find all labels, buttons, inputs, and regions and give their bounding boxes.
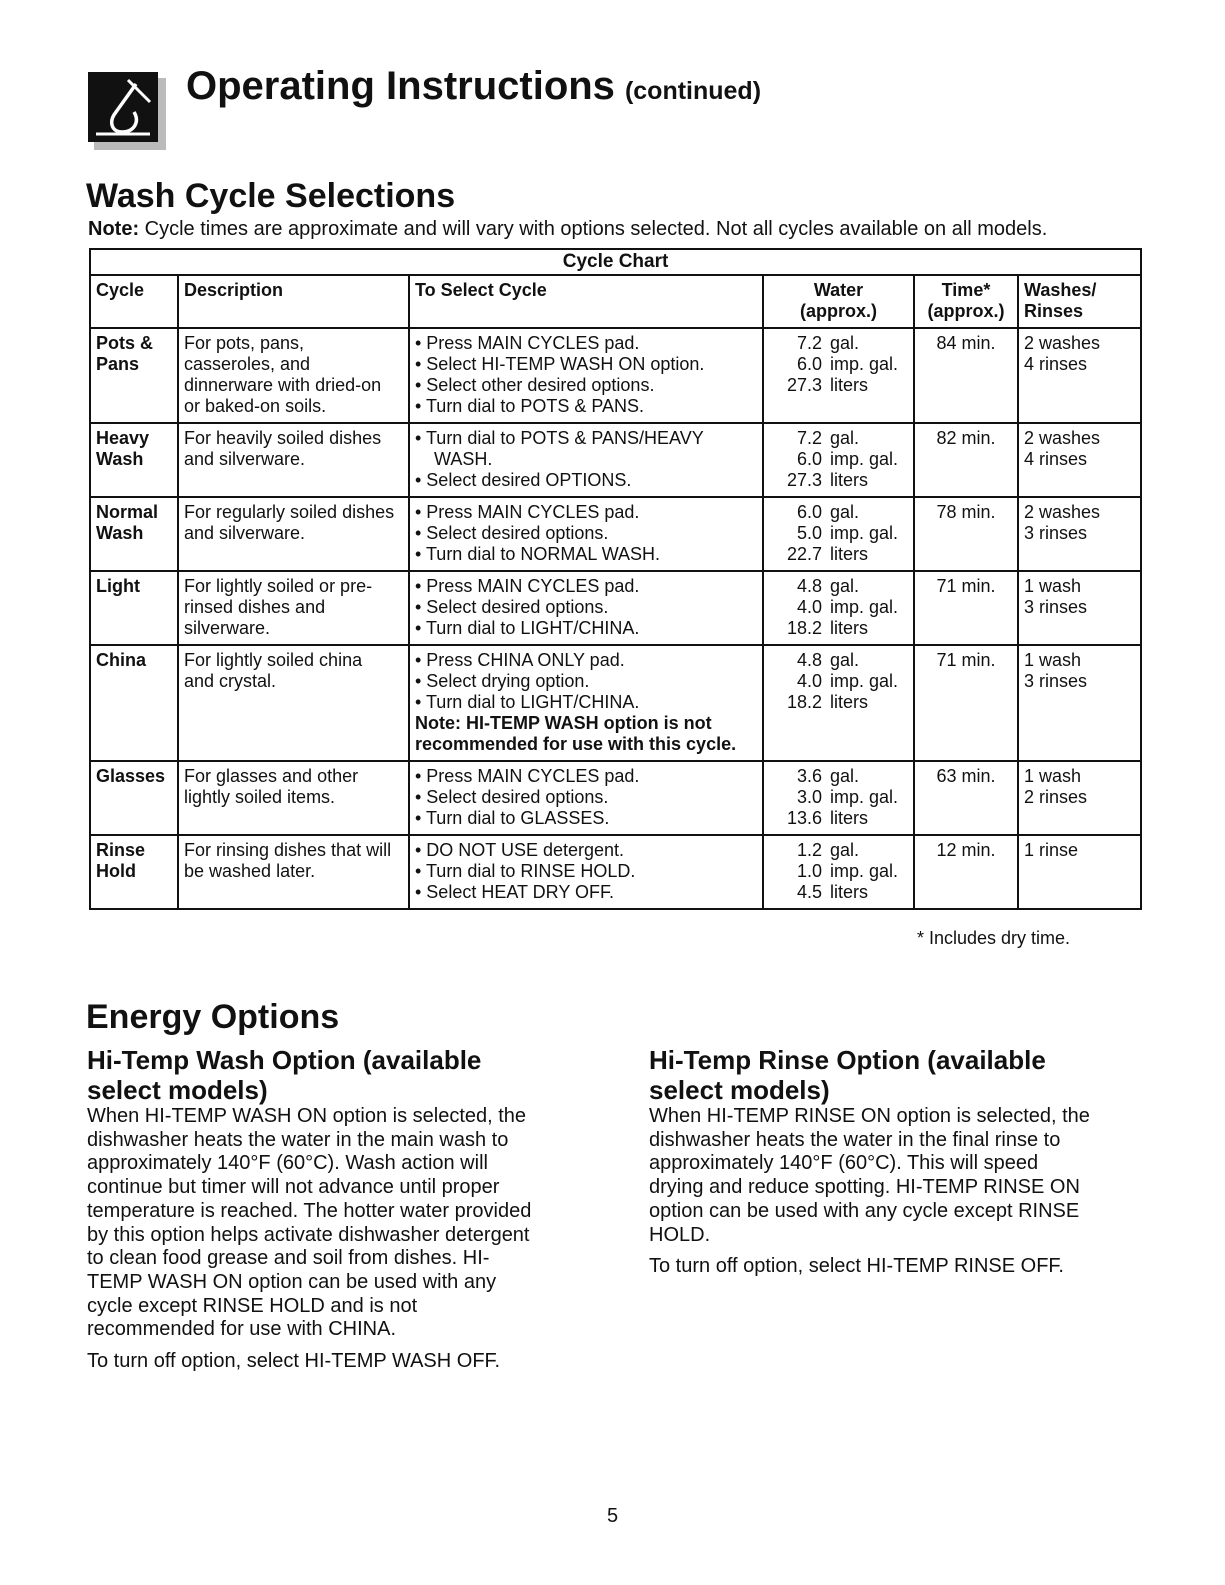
description-line: For lightly soiled china [184, 650, 363, 670]
cycle-name-line: Pots & [96, 333, 154, 353]
water-line [778, 692, 908, 713]
water-unit: liters [830, 692, 869, 712]
water-amount: 5.0 [796, 523, 822, 543]
time-cell: 71 min. [914, 571, 1018, 645]
water-line [778, 787, 908, 808]
body-line: temperature is reached. The hotter water provided [87, 1199, 532, 1222]
water-unit: imp. gal. [830, 354, 899, 374]
water-line [778, 470, 908, 491]
select-step: • Turn dial to GLASSES. [415, 808, 610, 828]
select-step: • Select other desired options. [415, 375, 655, 395]
select-step: • Turn dial to POTS & PANS/HEAVY [415, 428, 704, 448]
water-amount: 6.0 [796, 449, 822, 469]
select-step: • Select desired OPTIONS. [415, 470, 632, 490]
time-cell: 82 min. [914, 423, 1018, 497]
table-row [90, 645, 1141, 761]
page-number: 5 [606, 1505, 619, 1527]
washes-rinses-cell [1018, 497, 1141, 571]
table-row [90, 761, 1141, 835]
page-title [186, 64, 761, 109]
select-step: • Press MAIN CYCLES pad. [415, 502, 640, 522]
washes-line: 1 wash [1024, 650, 1082, 670]
water-amount: 18.2 [786, 692, 822, 712]
water-unit: liters [830, 618, 869, 638]
water-unit: imp. gal. [830, 597, 899, 617]
body-line: by this option helps activate dishwasher detergent [87, 1223, 530, 1246]
select-step: • Turn dial to NORMAL WASH. [415, 544, 661, 564]
water-line [778, 523, 908, 544]
table-row [90, 328, 1141, 423]
body-line: recommended for use with CHINA. [87, 1318, 397, 1341]
select-step: • Turn dial to RINSE HOLD. [415, 861, 636, 881]
select-step: WASH. [434, 449, 493, 469]
select-step: • Select desired options. [415, 787, 609, 807]
water-amount: 4.8 [796, 576, 822, 596]
washes-line: 2 rinses [1024, 787, 1088, 807]
select-step: • Press CHINA ONLY pad. [415, 650, 625, 670]
description-cell [178, 571, 409, 645]
time-cell: 12 min. [914, 835, 1018, 909]
description-cell [178, 835, 409, 909]
description-line: For regularly soiled dishes [184, 502, 395, 522]
select-step: • Select desired options. [415, 597, 609, 617]
water-amount: 3.6 [796, 766, 822, 786]
select-step: • Press MAIN CYCLES pad. [415, 333, 640, 353]
wash-cycle-note [88, 218, 1047, 241]
water-unit: gal. [830, 650, 860, 670]
select-note: Note: HI-TEMP WASH option is not [415, 713, 712, 733]
water-line [778, 840, 908, 861]
cycle-name-cell [90, 571, 178, 645]
water-amount: 6.0 [796, 354, 822, 374]
description-line: silverware. [184, 618, 271, 638]
page-title-continued: (continued) [624, 77, 762, 105]
hi-temp-rinse-title: Hi-Temp Rinse Option (available select models) [649, 1045, 1046, 1105]
page-title-text: Operating Instructions [186, 64, 615, 108]
water-unit: imp. gal. [830, 449, 899, 469]
washes-line: 2 washes [1024, 428, 1101, 448]
select-cycle-cell [409, 328, 763, 423]
cycle-name-line: Pans [96, 354, 140, 374]
washes-rinses-cell [1018, 328, 1141, 423]
water-amount: 1.2 [796, 840, 822, 860]
water-unit: gal. [830, 333, 860, 353]
water-amount: 4.8 [796, 650, 822, 670]
note-label: Note: [88, 218, 140, 240]
cycle-name-line: Normal [96, 502, 159, 522]
water-cell [763, 835, 914, 909]
water-unit: gal. [830, 840, 860, 860]
dishwasher-instructions-icon [88, 72, 170, 154]
select-step: • Select drying option. [415, 671, 590, 691]
hi-temp-wash-body [87, 1105, 587, 1342]
water-cell [763, 761, 914, 835]
table-row [90, 571, 1141, 645]
water-line [778, 354, 908, 375]
hi-temp-wash-section [87, 1045, 587, 1382]
description-line: and crystal. [184, 671, 277, 691]
description-line: or baked-on soils. [184, 396, 327, 416]
water-amount: 27.3 [786, 470, 822, 490]
header-select: To Select Cycle [409, 275, 763, 328]
water-amount: 7.2 [796, 333, 822, 353]
select-note: recommended for use with this cycle. [415, 734, 737, 754]
cycle-name-cell [90, 497, 178, 571]
water-line [778, 544, 908, 565]
cycle-name-cell [90, 645, 178, 761]
washes-rinses-cell [1018, 645, 1141, 761]
water-unit: liters [830, 544, 869, 564]
water-amount: 22.7 [786, 544, 822, 564]
cycle-name-cell [90, 423, 178, 497]
note-text: Cycle times are approximate and will vary with options selected. Not all cycles available on all models. [144, 218, 1048, 240]
water-cell [763, 497, 914, 571]
time-cell: 71 min. [914, 645, 1018, 761]
washes-rinses-cell [1018, 835, 1141, 909]
cycle-name-cell [90, 328, 178, 423]
select-cycle-cell [409, 835, 763, 909]
select-cycle-cell [409, 761, 763, 835]
description-line: rinsed dishes and [184, 597, 326, 617]
description-line: For heavily soiled dishes [184, 428, 382, 448]
description-line: and silverware. [184, 523, 306, 543]
select-step: • Turn dial to LIGHT/CHINA. [415, 618, 640, 638]
cycle-chart-header-row [90, 275, 1141, 328]
water-amount: 6.0 [796, 502, 822, 522]
body-line: dishwasher heats the water in the main wash to [87, 1128, 509, 1151]
water-unit: imp. gal. [830, 523, 899, 543]
washes-line: 1 rinse [1024, 840, 1079, 860]
cycle-chart-caption: Cycle Chart [90, 249, 1141, 275]
water-unit: gal. [830, 766, 860, 786]
water-line [778, 766, 908, 787]
select-cycle-cell [409, 497, 763, 571]
cycle-name-line: Heavy [96, 428, 150, 448]
washes-line: 1 wash [1024, 576, 1082, 596]
body-line: TEMP WASH ON option can be used with any [87, 1270, 497, 1293]
washes-rinses-cell [1018, 571, 1141, 645]
chart-footnote: * Includes dry time. [917, 928, 1071, 948]
washes-line: 1 wash [1024, 766, 1082, 786]
header-description: Description [178, 275, 409, 328]
description-line: For glasses and other [184, 766, 359, 786]
description-line: dinnerware with dried-on [184, 375, 382, 395]
select-step: • Press MAIN CYCLES pad. [415, 766, 640, 786]
select-step: • Turn dial to POTS & PANS. [415, 396, 645, 416]
washes-rinses-cell [1018, 761, 1141, 835]
select-cycle-cell [409, 423, 763, 497]
water-unit: liters [830, 882, 869, 902]
hi-temp-rinse-section [649, 1045, 1149, 1287]
water-line [778, 502, 908, 523]
water-line [778, 576, 908, 597]
water-line [778, 375, 908, 396]
water-line [778, 808, 908, 829]
water-unit: imp. gal. [830, 671, 899, 691]
body-line: option can be used with any cycle except RINSE [649, 1199, 1080, 1222]
washes-line: 3 rinses [1024, 523, 1088, 543]
water-amount: 3.0 [796, 787, 822, 807]
water-line [778, 618, 908, 639]
water-cell [763, 571, 914, 645]
time-cell: 78 min. [914, 497, 1018, 571]
select-step: • Press MAIN CYCLES pad. [415, 576, 640, 596]
body-line: cycle except RINSE HOLD and is not [87, 1294, 418, 1317]
description-cell [178, 328, 409, 423]
table-row [90, 835, 1141, 909]
body-line: drying and reduce spotting. HI-TEMP RINSE ON [649, 1176, 1080, 1199]
water-line [778, 650, 908, 671]
water-cell [763, 645, 914, 761]
body-line: HOLD. [649, 1223, 711, 1246]
water-unit: gal. [830, 502, 860, 522]
water-line [778, 671, 908, 692]
time-cell: 84 min. [914, 328, 1018, 423]
wash-cycle-title: Wash Cycle Selections [86, 177, 456, 215]
cycle-name-line: Rinse [96, 840, 146, 860]
washes-line: 4 rinses [1024, 449, 1088, 469]
hi-temp-wash-off: To turn off option, select HI-TEMP WASH OFF. [87, 1350, 501, 1373]
washes-line: 2 washes [1024, 333, 1101, 353]
water-unit: gal. [830, 428, 860, 448]
select-step: • Turn dial to LIGHT/CHINA. [415, 692, 640, 712]
select-step: • DO NOT USE detergent. [415, 840, 625, 860]
water-unit: liters [830, 375, 869, 395]
water-unit: liters [830, 470, 869, 490]
water-line [778, 449, 908, 470]
header-time: Time* (approx.) [914, 275, 1018, 328]
header-washes: Washes/ Rinses [1018, 275, 1141, 328]
cycle-name-line: Wash [96, 523, 144, 543]
select-step: • Select HEAT DRY OFF. [415, 882, 615, 902]
header-water: Water (approx.) [763, 275, 914, 328]
select-cycle-cell [409, 571, 763, 645]
water-cell [763, 423, 914, 497]
hi-temp-rinse-body [649, 1105, 1149, 1247]
water-line [778, 428, 908, 449]
description-line: For pots, pans, [184, 333, 305, 353]
body-line: approximately 140°F (60°C). This will speed [649, 1152, 1039, 1175]
water-amount: 4.0 [796, 597, 822, 617]
table-row [90, 423, 1141, 497]
body-line: When HI-TEMP RINSE ON option is selected, the [649, 1105, 1090, 1127]
water-amount: 4.0 [796, 671, 822, 691]
water-line [778, 861, 908, 882]
body-line: dishwasher heats the water in the final rinse to [649, 1128, 1061, 1151]
washes-line: 2 washes [1024, 502, 1101, 522]
hi-temp-wash-title: Hi-Temp Wash Option (available select models) [87, 1045, 482, 1105]
water-amount: 27.3 [786, 375, 822, 395]
washes-rinses-cell [1018, 423, 1141, 497]
water-unit: imp. gal. [830, 787, 899, 807]
select-step: • Select HI-TEMP WASH ON option. [415, 354, 705, 374]
description-cell [178, 423, 409, 497]
description-cell [178, 497, 409, 571]
washes-line: 4 rinses [1024, 354, 1088, 374]
water-amount: 13.6 [786, 808, 822, 828]
water-unit: gal. [830, 576, 860, 596]
description-line: lightly soiled items. [184, 787, 336, 807]
water-line [778, 882, 908, 903]
cycle-name-cell [90, 835, 178, 909]
description-line: casseroles, and [184, 354, 311, 374]
table-row [90, 497, 1141, 571]
water-amount: 18.2 [786, 618, 822, 638]
select-step: • Select desired options. [415, 523, 609, 543]
water-unit: imp. gal. [830, 861, 899, 881]
energy-options-title: Energy Options [86, 998, 340, 1036]
body-line: continue but timer will not advance until proper [87, 1176, 500, 1199]
cycle-name-line: Wash [96, 449, 144, 469]
water-amount: 4.5 [796, 882, 822, 902]
cycle-name-line: Light [96, 576, 140, 596]
water-unit: liters [830, 808, 869, 828]
hi-temp-rinse-off: To turn off option, select HI-TEMP RINSE OFF. [649, 1255, 1064, 1278]
water-cell [763, 328, 914, 423]
water-amount: 7.2 [796, 428, 822, 448]
cycle-name-line: China [96, 650, 147, 670]
description-cell [178, 761, 409, 835]
cycle-name-cell [90, 761, 178, 835]
body-line: approximately 140°F (60°C). Wash action will [87, 1152, 488, 1175]
body-line: When HI-TEMP WASH ON option is selected, the [87, 1105, 527, 1127]
select-cycle-cell [409, 645, 763, 761]
time-cell: 63 min. [914, 761, 1018, 835]
washes-line: 3 rinses [1024, 597, 1088, 617]
cycle-name-line: Hold [96, 861, 136, 881]
description-line: be washed later. [184, 861, 316, 881]
water-line [778, 333, 908, 354]
description-line: For lightly soiled or pre- [184, 576, 373, 596]
description-cell [178, 645, 409, 761]
cycle-name-line: Glasses [96, 766, 166, 786]
washes-line: 3 rinses [1024, 671, 1088, 691]
body-line: to clean food grease and soil from dishes. HI- [87, 1247, 490, 1270]
description-line: For rinsing dishes that will [184, 840, 392, 860]
water-amount: 1.0 [796, 861, 822, 881]
header-cycle: Cycle [90, 275, 178, 328]
cycle-chart-table [89, 248, 1142, 910]
description-line: and silverware. [184, 449, 306, 469]
water-line [778, 597, 908, 618]
page-header [88, 62, 1148, 152]
